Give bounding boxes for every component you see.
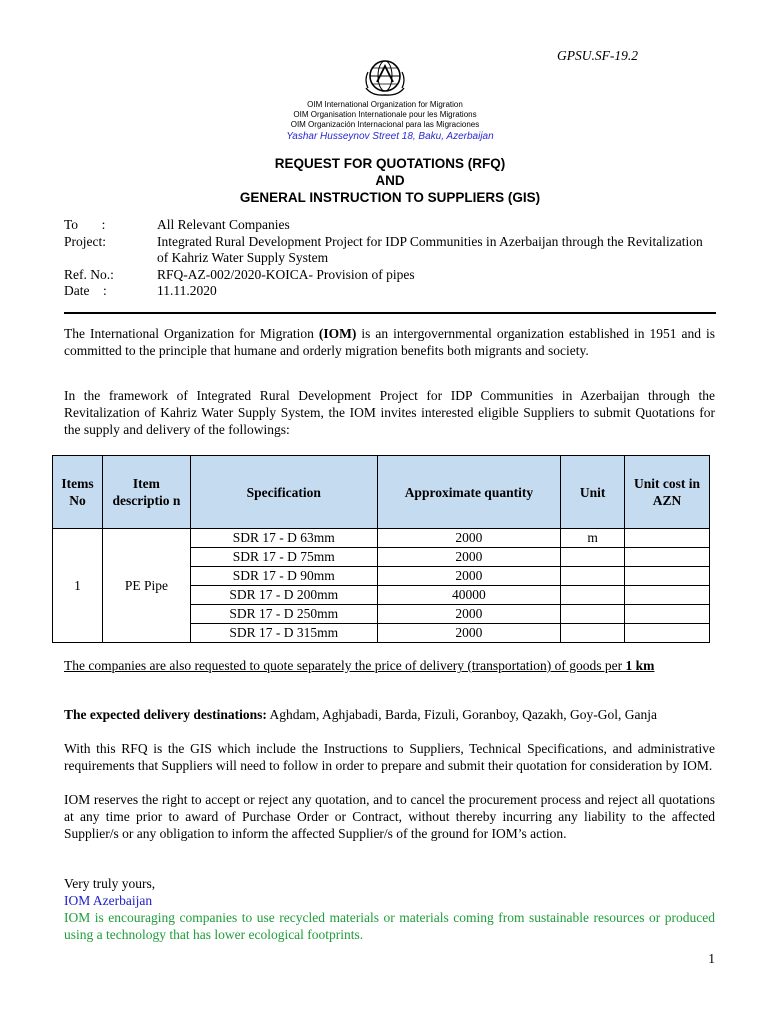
unit-cell (561, 567, 625, 586)
org-name-fr: OIM Organisation Internationale pour les Migrations (293, 110, 477, 119)
intro-text-b: is an intergovernmental organization established in 1951 and is committed to the principle that humane and orderly migration benefits both migrants and society. (64, 326, 715, 358)
item-description-cell: PE Pipe (102, 529, 190, 643)
meta-to-value: All Relevant Companies (157, 217, 290, 232)
sustainability-note: IOM is encouraging companies to use recycled materials or materials coming from sustainable resources or produced using a technology that has lower ecological footprints. (64, 910, 715, 942)
unit-cell (561, 548, 625, 567)
title-line-3: GENERAL INSTRUCTION TO SUPPLIERS (GIS) (239, 190, 541, 205)
unit-cost-cell[interactable] (625, 548, 710, 567)
header-unit: Unit (561, 456, 625, 529)
logo-area (0, 58, 770, 102)
signature: IOM Azerbaijan (64, 893, 153, 908)
salutation: Very truly yours, (64, 876, 156, 891)
meta-project-label: Project: (64, 233, 106, 249)
quantity-cell: 2000 (377, 605, 561, 624)
page-number: 1 (708, 951, 715, 966)
quantity-cell: 2000 (377, 567, 561, 586)
header-unit-cost: Unit cost in AZN (625, 456, 710, 529)
rfq-meta (64, 217, 714, 300)
intro-paragraph-2: In the framework of Integrated Rural Development Project for IDP Communities in Azerbaijan through the Revitalization of Kahriz Water Supply System, the IOM invites interested eligible Suppliers to submit Quotations for the supply and delivery of the followings: (64, 388, 715, 437)
meta-date-label: Date : (64, 283, 107, 298)
spec-cell: SDR 17 - D 250mm (190, 605, 377, 624)
spec-cell: SDR 17 - D 315mm (190, 624, 377, 643)
spec-cell: SDR 17 - D 75mm (190, 548, 377, 567)
header-specification: Specification (190, 456, 377, 529)
unit-cell: m (561, 529, 625, 548)
delivery-note-text: The companies are also requested to quote separately the price of delivery (transportation) of goods per (64, 658, 626, 673)
intro-iom-bold: (IOM) (318, 326, 357, 341)
org-name-es: OIM Organización Internacional para las Migraciones (290, 120, 480, 129)
organization-names (0, 100, 770, 130)
meta-ref-label: Ref. No.: (64, 266, 114, 282)
quantity-cell: 2000 (377, 624, 561, 643)
item-number-cell: 1 (53, 529, 103, 643)
title-line-1: REQUEST FOR QUOTATIONS (RFQ) (274, 156, 506, 171)
header-items-no: Items No (53, 456, 103, 529)
spec-cell: SDR 17 - D 90mm (190, 567, 377, 586)
meta-ref (64, 267, 714, 284)
spec-cell: SDR 17 - D 200mm (190, 586, 377, 605)
rights-paragraph: IOM reserves the right to accept or reject any quotation, and to cancel the procurement process and reject all quotations at any time prior to award of Purchase Order or Contract, without thereby incurring any liability to the affected Supplier/s or any obligation to inform the affected Supplier/s of the ground for IOM’s action. (64, 792, 715, 841)
document-title (0, 155, 770, 206)
table-row (53, 529, 710, 548)
header-approximate-quantity: Approximate quantity (377, 456, 561, 529)
iom-logo-icon (362, 58, 408, 98)
unit-cost-cell[interactable] (625, 605, 710, 624)
table-header-row (53, 456, 710, 529)
header-item-description: Item descriptio n (102, 456, 190, 529)
unit-cost-cell[interactable] (625, 624, 710, 643)
quantity-cell: 2000 (377, 548, 561, 567)
org-name-en: OIM International Organization for Migration (307, 100, 463, 109)
office-address: Yashar Husseynov Street 18, Baku, Azerbaijan (286, 131, 494, 142)
unit-cell (561, 624, 625, 643)
meta-project (64, 234, 714, 267)
items-table (52, 455, 710, 643)
meta-date-value: 11.11.2020 (157, 283, 217, 298)
gis-paragraph: With this RFQ is the GIS which include the Instructions to Suppliers, Technical Specifications, and administrative requirements that Suppliers will need to follow in order to prepare and submit their quotation for consideration by IOM. (64, 741, 715, 773)
meta-project-value: Integrated Rural Development Project for IDP Communities in Azerbaijan through the Revitalization of Kahriz Water Supply System (157, 233, 703, 265)
header-divider (64, 312, 716, 314)
unit-cell (561, 586, 625, 605)
meta-to-label: To : (64, 217, 106, 232)
form-code: GPSU.SF-19.2 (557, 48, 638, 63)
quantity-cell: 40000 (377, 586, 561, 605)
destinations-label: The expected delivery destinations: (64, 707, 267, 722)
intro-paragraph-1 (64, 325, 715, 359)
meta-date (64, 283, 714, 300)
title-line-2: AND (375, 173, 405, 188)
meta-ref-value: RFQ-AZ-002/2020-KOICA- Provision of pipes (157, 266, 415, 282)
spec-cell: SDR 17 - D 63mm (190, 529, 377, 548)
delivery-destinations (64, 706, 715, 723)
quantity-cell: 2000 (377, 529, 561, 548)
meta-to (64, 217, 714, 234)
unit-cost-cell[interactable] (625, 529, 710, 548)
delivery-note-unit: 1 km (625, 658, 655, 673)
destinations-list: Aghdam, Aghjabadi, Barda, Fizuli, Goranboy, Qazakh, Goy-Gol, Ganja (266, 707, 658, 722)
intro-text-a: The International Organization for Migration (64, 326, 319, 341)
unit-cell (561, 605, 625, 624)
unit-cost-cell[interactable] (625, 567, 710, 586)
delivery-price-note (64, 657, 715, 674)
unit-cost-cell[interactable] (625, 586, 710, 605)
closing-block (64, 875, 715, 943)
